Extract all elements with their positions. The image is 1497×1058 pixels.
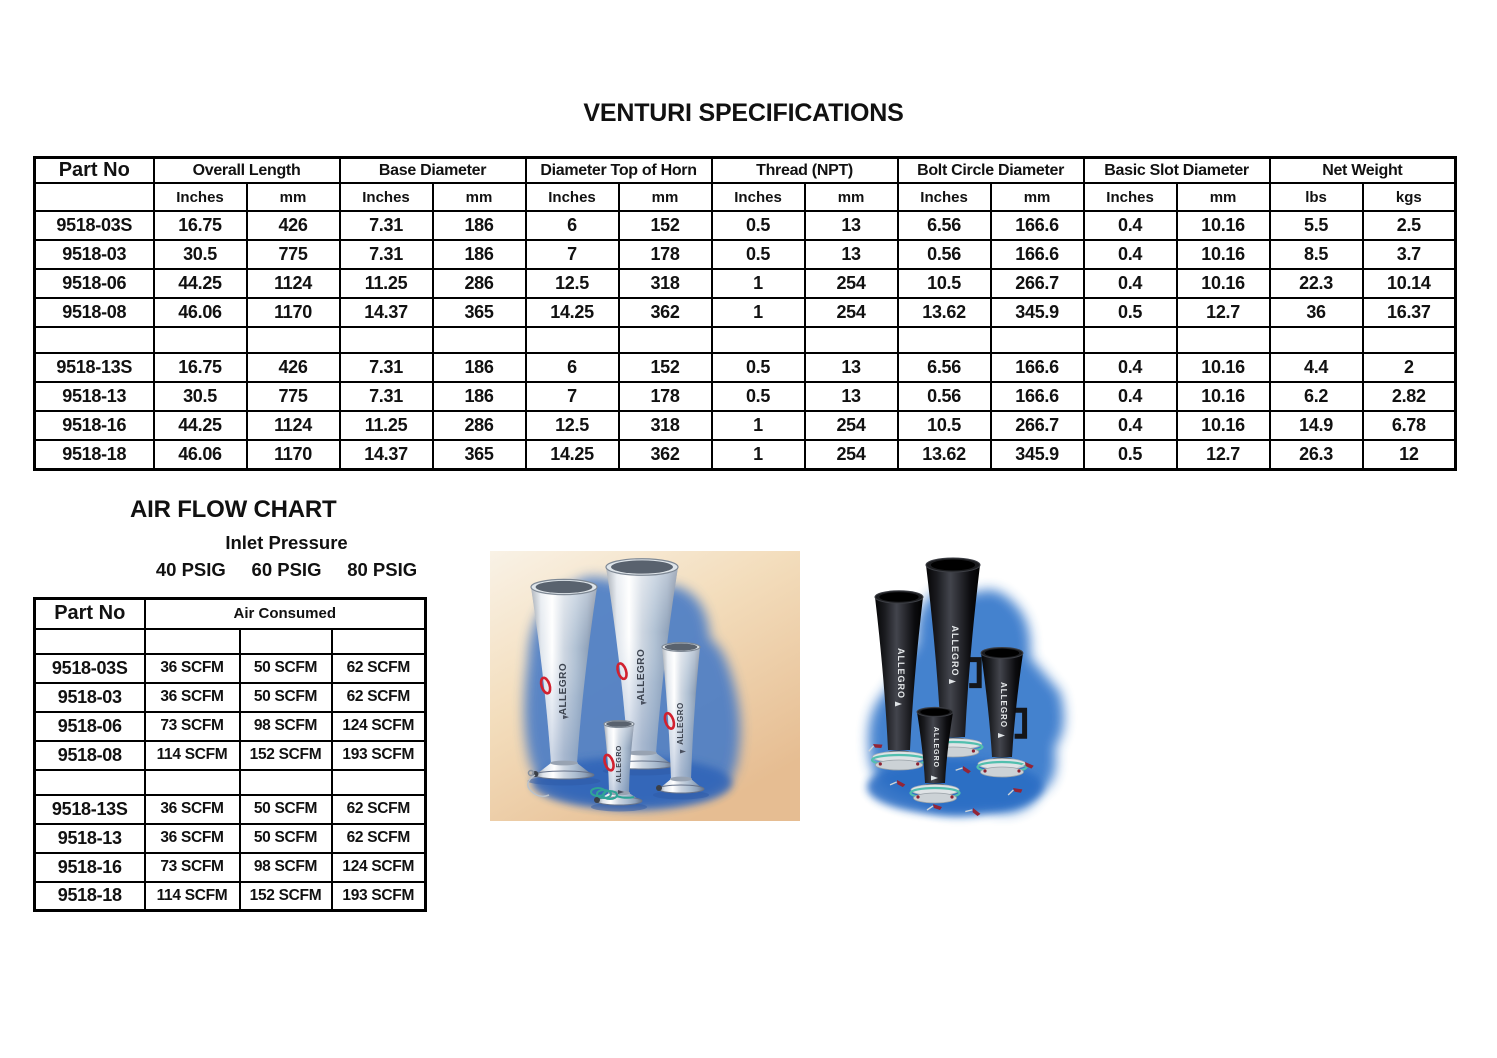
spec-value-cell — [619, 327, 712, 353]
spec-value-cell: 14.37 — [340, 440, 433, 469]
spec-value-cell: 6.56 — [898, 211, 991, 240]
spec-value-cell — [247, 327, 340, 353]
air-value-cell: 36 SCFM — [145, 654, 240, 683]
spec-value-cell: 254 — [805, 440, 898, 469]
air-value-cell: 114 SCFM — [145, 741, 240, 770]
spec-group-header-base-diameter: Base Diameter — [340, 158, 526, 184]
spec-part-no-cell: 9518-16 — [35, 411, 154, 440]
air-value-cell: 50 SCFM — [240, 795, 332, 824]
spec-spacer-row — [35, 327, 1456, 353]
spec-value-cell: 10.16 — [1177, 269, 1270, 298]
spec-value-cell: 0.4 — [1084, 353, 1177, 382]
spec-unit-header: Inches — [154, 183, 247, 211]
spec-value-cell — [433, 327, 526, 353]
spec-group-header-thread-npt: Thread (NPT) — [712, 158, 898, 184]
spec-value-cell: 186 — [433, 353, 526, 382]
spec-value-cell: 362 — [619, 440, 712, 469]
spec-row-9518-03 — [35, 240, 1456, 269]
spec-value-cell: 13 — [805, 382, 898, 411]
spec-value-cell: 186 — [433, 382, 526, 411]
spec-unit-header: Inches — [712, 183, 805, 211]
air-row-9518-03s — [35, 654, 426, 683]
air-value-cell: 62 SCFM — [332, 654, 426, 683]
spec-value-cell: 10.16 — [1177, 240, 1270, 269]
spec-value-cell: 286 — [433, 411, 526, 440]
spec-value-cell: 178 — [619, 382, 712, 411]
spec-value-cell: 44.25 — [154, 269, 247, 298]
spec-row-9518-13s — [35, 353, 1456, 382]
spec-value-cell — [1177, 327, 1270, 353]
air-row-9518-16 — [35, 853, 426, 882]
page-title: VENTURI SPECIFICATIONS — [583, 99, 904, 127]
spec-value-cell: 11.25 — [340, 269, 433, 298]
air-value-cell: 62 SCFM — [332, 824, 426, 853]
air-value-cell: 36 SCFM — [145, 824, 240, 853]
air-value-cell: 193 SCFM — [332, 882, 426, 911]
spec-unit-header-blank — [35, 183, 154, 211]
air-part-no-cell: 9518-06 — [35, 712, 145, 741]
spec-group-header-net-weight: Net Weight — [1270, 158, 1456, 184]
pressure-column-labels — [143, 559, 430, 581]
spec-value-cell: 8.5 — [1270, 240, 1363, 269]
air-value-cell: 50 SCFM — [240, 824, 332, 853]
air-part-no-cell: 9518-13S — [35, 795, 145, 824]
spec-value-cell — [1363, 327, 1456, 353]
air-spacer-row — [35, 629, 426, 654]
spec-value-cell — [1084, 327, 1177, 353]
spec-value-cell: 14.37 — [340, 298, 433, 327]
spec-unit-header: lbs — [1270, 183, 1363, 211]
spec-part-no-cell: 9518-18 — [35, 440, 154, 469]
spec-value-cell: 7.31 — [340, 240, 433, 269]
spec-unit-header: mm — [619, 183, 712, 211]
spec-value-cell: 12.7 — [1177, 298, 1270, 327]
air-flow-table — [33, 597, 427, 912]
spec-value-cell — [898, 327, 991, 353]
spec-value-cell: 166.6 — [991, 382, 1084, 411]
spec-value-cell: 178 — [619, 240, 712, 269]
air-value-cell — [240, 629, 332, 654]
spec-value-cell: 13 — [805, 240, 898, 269]
spec-value-cell: 0.56 — [898, 240, 991, 269]
spec-value-cell: 7.31 — [340, 211, 433, 240]
spec-value-cell: 14.25 — [526, 440, 619, 469]
air-value-cell: 73 SCFM — [145, 712, 240, 741]
spec-value-cell: 14.9 — [1270, 411, 1363, 440]
spec-value-cell: 152 — [619, 211, 712, 240]
allegro-brand-text: ALLEGRO — [999, 681, 1008, 729]
spec-value-cell: 426 — [247, 353, 340, 382]
spec-unit-header: mm — [991, 183, 1084, 211]
air-value-cell — [240, 770, 332, 795]
spec-value-cell: 16.75 — [154, 353, 247, 382]
airflow-title: AIR FLOW CHART — [130, 496, 337, 523]
spec-value-cell: 3.7 — [1363, 240, 1456, 269]
air-value-cell: 73 SCFM — [145, 853, 240, 882]
spec-unit-header: kgs — [1363, 183, 1456, 211]
spec-group-header-part-no: Part No — [35, 158, 154, 184]
air-row-9518-13 — [35, 824, 426, 853]
spec-value-cell: 5.5 — [1270, 211, 1363, 240]
spec-value-cell: 10.14 — [1363, 269, 1456, 298]
silver-venturi-horns-photo — [490, 551, 800, 821]
spec-value-cell: 10.16 — [1177, 382, 1270, 411]
spec-value-cell: 1 — [712, 440, 805, 469]
air-value-cell: 152 SCFM — [240, 741, 332, 770]
spec-value-cell: 44.25 — [154, 411, 247, 440]
air-value-cell: 62 SCFM — [332, 795, 426, 824]
air-value-cell: 98 SCFM — [240, 853, 332, 882]
spec-value-cell: 286 — [433, 269, 526, 298]
spec-value-cell: 6.56 — [898, 353, 991, 382]
spec-value-cell: 6.2 — [1270, 382, 1363, 411]
spec-unit-header: mm — [805, 183, 898, 211]
spec-value-cell — [1270, 327, 1363, 353]
spec-value-cell: 365 — [433, 298, 526, 327]
air-part-no-header: Part No — [35, 599, 145, 629]
spec-value-cell: 30.5 — [154, 382, 247, 411]
air-value-cell: 152 SCFM — [240, 882, 332, 911]
allegro-brand-text: ALLEGRO — [950, 625, 960, 677]
spec-value-cell: 1124 — [247, 269, 340, 298]
air-value-cell: 124 SCFM — [332, 712, 426, 741]
allegro-brand-text: ALLEGRO — [558, 662, 569, 716]
spec-value-cell: 46.06 — [154, 298, 247, 327]
spec-part-no-cell: 9518-03 — [35, 240, 154, 269]
spec-value-cell: 0.5 — [1084, 298, 1177, 327]
spec-value-cell: 1 — [712, 411, 805, 440]
air-row-9518-18 — [35, 882, 426, 911]
spec-value-cell: 14.25 — [526, 298, 619, 327]
spec-value-cell: 12.5 — [526, 411, 619, 440]
spec-value-cell — [805, 327, 898, 353]
spec-value-cell: 16.37 — [1363, 298, 1456, 327]
spec-part-no-cell: 9518-03S — [35, 211, 154, 240]
air-row-9518-08 — [35, 741, 426, 770]
spec-value-cell: 775 — [247, 240, 340, 269]
air-value-cell: 50 SCFM — [240, 654, 332, 683]
air-part-no-cell — [35, 770, 145, 795]
spec-row-9518-08 — [35, 298, 1456, 327]
spec-header-group-row — [35, 158, 1456, 184]
spec-value-cell: 0.5 — [1084, 440, 1177, 469]
spec-group-header-basic-slot-diameter: Basic Slot Diameter — [1084, 158, 1270, 184]
spec-value-cell: 2.82 — [1363, 382, 1456, 411]
air-value-cell — [332, 629, 426, 654]
inlet-pressure-label: Inlet Pressure — [225, 532, 348, 553]
air-value-cell: 50 SCFM — [240, 683, 332, 712]
spec-group-header-overall-length: Overall Length — [154, 158, 340, 184]
spec-value-cell: 13 — [805, 211, 898, 240]
air-value-cell: 98 SCFM — [240, 712, 332, 741]
spec-row-9518-16 — [35, 411, 1456, 440]
air-part-no-cell: 9518-16 — [35, 853, 145, 882]
spec-part-no-cell: 9518-13S — [35, 353, 154, 382]
spec-value-cell: 0.5 — [712, 382, 805, 411]
air-spacer-row — [35, 770, 426, 795]
spec-value-cell: 166.6 — [991, 353, 1084, 382]
spec-value-cell: 0.56 — [898, 382, 991, 411]
spec-value-cell — [712, 327, 805, 353]
spec-value-cell: 266.7 — [991, 269, 1084, 298]
spec-value-cell: 1170 — [247, 298, 340, 327]
spec-value-cell: 1 — [712, 298, 805, 327]
spec-value-cell: 10.5 — [898, 411, 991, 440]
spec-value-cell: 426 — [247, 211, 340, 240]
air-value-cell: 193 SCFM — [332, 741, 426, 770]
spec-value-cell: 13.62 — [898, 298, 991, 327]
spec-value-cell: 152 — [619, 353, 712, 382]
spec-value-cell: 2 — [1363, 353, 1456, 382]
pressure-label-40-psig: 40 PSIG — [155, 559, 226, 580]
air-row-9518-13s — [35, 795, 426, 824]
spec-value-cell: 0.4 — [1084, 211, 1177, 240]
spec-unit-header: mm — [247, 183, 340, 211]
spec-value-cell: 345.9 — [991, 298, 1084, 327]
air-row-9518-06 — [35, 712, 426, 741]
spec-value-cell: 365 — [433, 440, 526, 469]
allegro-brand-text: ALLEGRO — [676, 702, 685, 745]
spec-value-cell: 6 — [526, 353, 619, 382]
air-part-no-cell: 9518-13 — [35, 824, 145, 853]
spec-value-cell: 22.3 — [1270, 269, 1363, 298]
spec-value-cell: 36 — [1270, 298, 1363, 327]
spec-row-9518-03s — [35, 211, 1456, 240]
spec-value-cell: 12.7 — [1177, 440, 1270, 469]
spec-value-cell — [340, 327, 433, 353]
black-horns-image — [855, 552, 1140, 832]
air-value-cell: 62 SCFM — [332, 683, 426, 712]
silver-horns-image — [490, 551, 800, 821]
air-part-no-cell: 9518-18 — [35, 882, 145, 911]
spec-value-cell — [154, 327, 247, 353]
spec-value-cell: 254 — [805, 298, 898, 327]
spec-value-cell: 345.9 — [991, 440, 1084, 469]
spec-value-cell: 254 — [805, 269, 898, 298]
spec-value-cell: 26.3 — [1270, 440, 1363, 469]
spec-value-cell: 11.25 — [340, 411, 433, 440]
spec-value-cell: 186 — [433, 240, 526, 269]
air-value-cell: 36 SCFM — [145, 795, 240, 824]
spec-value-cell: 0.4 — [1084, 382, 1177, 411]
spec-unit-header: Inches — [1084, 183, 1177, 211]
spec-value-cell: 186 — [433, 211, 526, 240]
spec-value-cell: 46.06 — [154, 440, 247, 469]
spec-value-cell: 166.6 — [991, 240, 1084, 269]
spec-value-cell: 1124 — [247, 411, 340, 440]
spec-value-cell: 318 — [619, 411, 712, 440]
spec-value-cell: 12 — [1363, 440, 1456, 469]
spec-value-cell: 0.5 — [712, 240, 805, 269]
spec-value-cell: 12.5 — [526, 269, 619, 298]
spec-row-9518-13 — [35, 382, 1456, 411]
spec-value-cell: 10.16 — [1177, 353, 1270, 382]
spec-unit-header: Inches — [526, 183, 619, 211]
air-value-cell — [332, 770, 426, 795]
air-part-no-cell — [35, 629, 145, 654]
spec-value-cell: 10.16 — [1177, 211, 1270, 240]
spec-value-cell: 7 — [526, 240, 619, 269]
air-consumed-header: Air Consumed — [145, 599, 426, 629]
spec-value-cell: 7.31 — [340, 382, 433, 411]
pressure-label-60-psig: 60 PSIG — [251, 559, 322, 580]
black-venturi-horns-photo — [855, 552, 1140, 832]
spec-value-cell: 0.4 — [1084, 269, 1177, 298]
spec-header-unit-row — [35, 183, 1456, 211]
spec-value-cell: 13.62 — [898, 440, 991, 469]
spec-value-cell: 30.5 — [154, 240, 247, 269]
air-header-row — [35, 599, 426, 629]
air-value-cell: 36 SCFM — [145, 683, 240, 712]
air-part-no-cell: 9518-08 — [35, 741, 145, 770]
air-part-no-cell: 9518-03 — [35, 683, 145, 712]
spec-value-cell: 318 — [619, 269, 712, 298]
spec-value-cell: 4.4 — [1270, 353, 1363, 382]
allegro-brand-text: ALLEGRO — [616, 745, 623, 783]
spec-value-cell — [526, 327, 619, 353]
spec-value-cell: 775 — [247, 382, 340, 411]
spec-unit-header: mm — [433, 183, 526, 211]
spec-value-cell: 10.16 — [1177, 411, 1270, 440]
spec-part-no-cell: 9518-08 — [35, 298, 154, 327]
pressure-label-80-psig: 80 PSIG — [347, 559, 418, 580]
spec-part-no-cell — [35, 327, 154, 353]
spec-value-cell: 1170 — [247, 440, 340, 469]
spec-value-cell: 10.5 — [898, 269, 991, 298]
spec-group-header-bolt-circle-diameter: Bolt Circle Diameter — [898, 158, 1084, 184]
spec-unit-header: mm — [1177, 183, 1270, 211]
spec-value-cell: 0.5 — [712, 211, 805, 240]
spec-part-no-cell: 9518-06 — [35, 269, 154, 298]
allegro-brand-text: ALLEGRO — [896, 648, 906, 699]
air-value-cell: 114 SCFM — [145, 882, 240, 911]
air-row-9518-03 — [35, 683, 426, 712]
spec-unit-header: Inches — [898, 183, 991, 211]
air-value-cell: 124 SCFM — [332, 853, 426, 882]
spec-value-cell: 0.4 — [1084, 240, 1177, 269]
spec-value-cell: 16.75 — [154, 211, 247, 240]
allegro-brand-text: ALLEGRO — [932, 726, 939, 769]
spec-value-cell: 166.6 — [991, 211, 1084, 240]
spec-unit-header: Inches — [340, 183, 433, 211]
spec-value-cell: 6 — [526, 211, 619, 240]
spec-group-header-diameter-top-of-horn: Diameter Top of Horn — [526, 158, 712, 184]
spec-value-cell: 7 — [526, 382, 619, 411]
spec-value-cell: 254 — [805, 411, 898, 440]
spec-value-cell: 13 — [805, 353, 898, 382]
air-part-no-cell: 9518-03S — [35, 654, 145, 683]
spec-value-cell: 1 — [712, 269, 805, 298]
spec-value-cell: 266.7 — [991, 411, 1084, 440]
spec-value-cell: 0.4 — [1084, 411, 1177, 440]
venturi-spec-table — [33, 156, 1457, 471]
spec-value-cell: 0.5 — [712, 353, 805, 382]
allegro-brand-text: ALLEGRO — [636, 648, 647, 702]
spec-value-cell — [991, 327, 1084, 353]
air-value-cell — [145, 770, 240, 795]
spec-row-9518-18 — [35, 440, 1456, 469]
spec-value-cell: 6.78 — [1363, 411, 1456, 440]
spec-value-cell: 362 — [619, 298, 712, 327]
spec-row-9518-06 — [35, 269, 1456, 298]
spec-value-cell: 2.5 — [1363, 211, 1456, 240]
air-value-cell — [145, 629, 240, 654]
spec-value-cell: 7.31 — [340, 353, 433, 382]
spec-part-no-cell: 9518-13 — [35, 382, 154, 411]
